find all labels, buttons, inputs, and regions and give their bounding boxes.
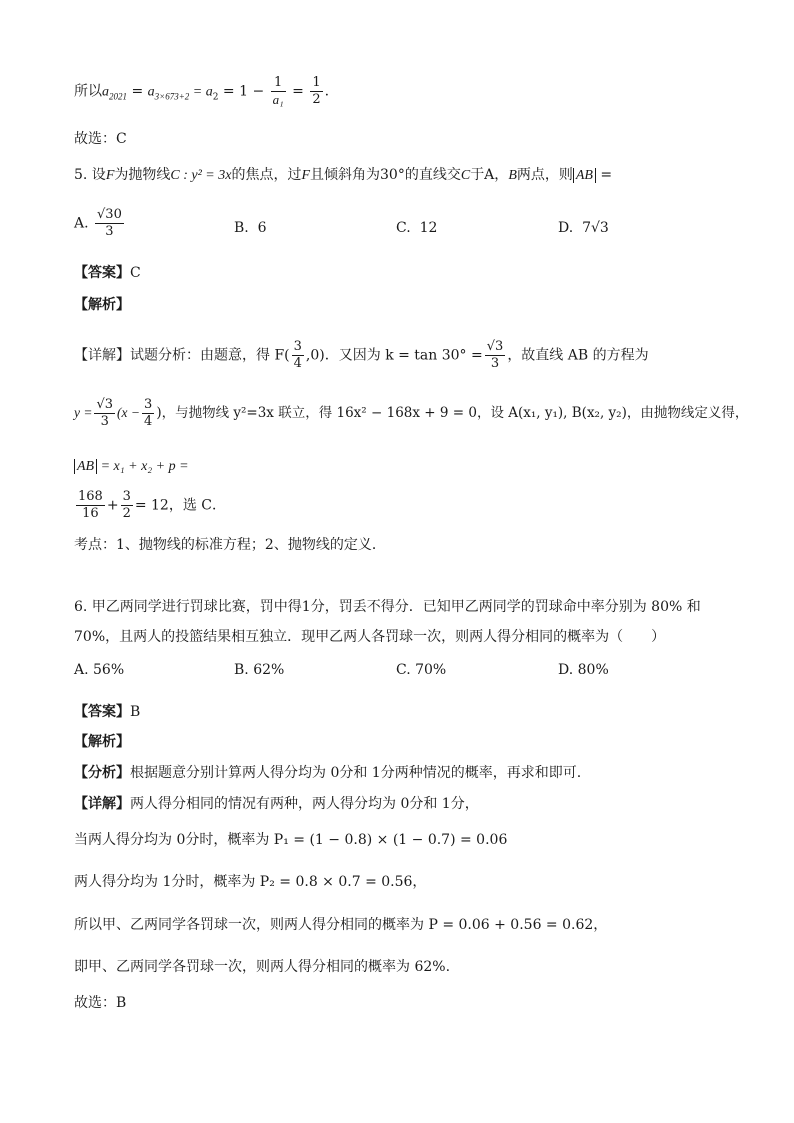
q5-line3-text: = x₁ + x₂ + p = <box>100 459 189 474</box>
q5-line3-AB: AB <box>74 459 97 474</box>
q5-stem-1: 5. 设 <box>74 167 106 183</box>
q5-stem-7: 两点，则 <box>516 167 573 183</box>
q5-line2-f1-num: √3 <box>96 397 114 412</box>
q6-answer-tag: 【答案】 <box>74 704 130 720</box>
q5-line2-2: (x − <box>117 405 141 420</box>
q5-answer <box>74 266 141 280</box>
q5-option-a <box>74 208 126 239</box>
q5-option-a-frac <box>95 208 124 239</box>
q6-option-b: B. 62% <box>234 662 285 678</box>
q4-frac1-num: 1 <box>271 76 286 92</box>
q4-sub1: 2021 <box>109 91 127 102</box>
q5-option-c-value: 12 <box>419 220 438 236</box>
q4-frac2-num: 1 <box>312 75 321 90</box>
q4-eq1: = <box>127 83 148 100</box>
q4-eq2: = a <box>189 84 213 100</box>
q5-detail-2: ,0)．又因为 k = tan 30° = <box>305 347 483 364</box>
q6-stem-line2: 70%，且两人的投篮结果相互独立．现甲乙两人各罚球一次，则两人得分相同的概率为（ ） <box>74 629 666 645</box>
q5-detail-1: 【详解】试题分析：由题意，得 F( <box>74 347 290 364</box>
q6-fenxi-text: 根据题意分别计算两人得分均为 0分和 1分两种情况的概率，再求和即可. <box>130 765 582 781</box>
q4-frac2 <box>310 76 322 107</box>
q4-math-a: a <box>102 84 109 100</box>
q4-sub3: 2 <box>212 92 219 103</box>
q5-answer-tag: 【答案】 <box>74 265 130 281</box>
q4-conclusion-line: 所以$a_{2021} = a_{3\times 673+2} = a_2 = 1$ − $\frac{1}{\text{a₁}}$ = $\frac{1}{2}$ . <box>74 75 330 107</box>
q5-detail-k-den: 3 <box>490 356 500 371</box>
q5-option-b-value: 6 <box>257 220 267 236</box>
q5-option-d-value: 7√3 <box>582 220 609 236</box>
q5-option-a-num: √30 <box>97 207 122 222</box>
q5-stem-3: : y² = 3x <box>179 168 232 183</box>
q5-line4-f2-num: 3 <box>122 489 131 504</box>
q6-p-line: 所以甲、乙两同学各罚球一次，则两人得分相同的概率为 P = 0.06 + 0.56 = 0.62， <box>74 917 608 933</box>
q4-prefix: 所以 <box>74 83 102 100</box>
q5-option-a-den: 3 <box>105 224 114 239</box>
q5-stem-AB: AB <box>573 168 596 183</box>
q5-option-c <box>396 220 437 236</box>
q6-option-a: A. 56% <box>74 662 125 678</box>
q5-line4-f1-num: 168 <box>78 489 103 504</box>
q5-analysis-tag: 【解析】 <box>74 297 130 313</box>
q5-stem-6: 于A， <box>470 167 509 183</box>
q5-detail-f-num: 3 <box>293 339 302 354</box>
q6-stem-line1: 6. 甲乙两同学进行罚球比赛，罚中得1分，罚丢不得分．已知甲乙两同学的罚球命中率分别为 80% 和 <box>74 599 701 615</box>
q5-detail-frac-k <box>485 340 506 371</box>
q5-line4-f2-den: 2 <box>122 506 131 521</box>
q5-option-d <box>558 220 609 236</box>
q5-line2-3: )，与抛物线 y²=3x 联立，得 16x² − 168x + 9 = 0，设 A(x₁, y₁), B(x₂, y₂)，由抛物线定义得， <box>156 405 749 421</box>
q5-stem: 5. 设F为抛物线C : y² = 3x的焦点，过F且倾斜角为30°的直线交C于A，B两点，则 AB = <box>74 167 613 183</box>
q5-stem-8: = <box>595 167 613 183</box>
q5-stem-C: C <box>170 168 180 183</box>
q6-xiangjie-tag: 【详解】 <box>74 796 130 812</box>
q5-line4-plus: + <box>106 497 119 514</box>
q5-line2-frac2 <box>142 398 154 429</box>
q6-option-d: D. 80% <box>558 662 609 678</box>
q5-line2-frac1 <box>94 398 115 429</box>
q5-line4-frac1 <box>76 490 105 521</box>
q5-line2-f1-den: 3 <box>100 414 109 429</box>
q5-line2-1: y = <box>74 405 93 420</box>
q5-detail-3: ，故直线 AB 的方程为 <box>507 347 649 364</box>
q6-xiangjie <box>74 797 479 811</box>
q4-eq3: = 1 − <box>218 83 269 100</box>
q5-line2-f2-den: 4 <box>144 414 153 429</box>
q5-option-c-label: C. <box>396 220 411 236</box>
q6-fenxi <box>74 766 581 780</box>
q5-detail-line1 <box>74 340 649 371</box>
q5-option-d-label: D. <box>558 220 574 236</box>
q6-answer-value: B <box>130 704 141 720</box>
q5-detail-k-num: √3 <box>486 339 504 354</box>
q6-xiangjie-text: 两人得分相同的情况有两种，两人得分均为 0分和 1分， <box>130 796 479 812</box>
q5-stem-5: 且倾斜角为30°的直线交 <box>310 167 461 183</box>
q4-eq4: = <box>287 83 309 100</box>
q5-line2-f2-num: 3 <box>144 397 153 412</box>
q5-stem-4: 的焦点，过 <box>231 167 302 183</box>
q5-answer-value: C <box>130 265 141 281</box>
q5-option-b-label: B. <box>234 220 249 236</box>
q4-sub2: 3×673+2 <box>154 91 190 102</box>
q6-p2-line: 两人得分均为 1分时，概率为 P₂ = 0.8 × 0.7 = 0.56， <box>74 874 427 890</box>
q5-detail-line4 <box>74 490 226 521</box>
q5-line4-end: = 12，选 C． <box>134 497 227 514</box>
q4-end: . <box>324 83 330 100</box>
q5-detail-frac-f <box>292 340 304 371</box>
q5-line4-f1-den: 16 <box>82 506 99 521</box>
q5-detail-line2 <box>74 398 748 429</box>
q6-answer <box>74 705 140 719</box>
q4-frac2-den: 2 <box>312 92 321 107</box>
q4-frac1 <box>271 76 286 107</box>
q6-p1-line: 当两人得分均为 0分时，概率为 P₁ = (1 − 0.8) × (1 − 0.7) = 0.06 <box>74 832 508 848</box>
q4-choice: 故选：C <box>74 131 127 147</box>
q6-option-c: C. 70% <box>396 662 447 678</box>
q6-fenxi-tag: 【分析】 <box>74 765 130 781</box>
q6-final-line: 即甲、乙两同学各罚球一次，则两人得分相同的概率为 62%. <box>74 959 451 975</box>
q5-detail-line3 <box>74 460 189 474</box>
q5-detail-f-den: 4 <box>293 356 302 371</box>
q5-stem-B: B <box>508 168 517 183</box>
q6-analysis-tag: 【解析】 <box>74 734 130 750</box>
q5-line4-frac2 <box>121 490 133 521</box>
q5-option-b <box>234 220 267 236</box>
q5-kaodian: 考点：1、抛物线的标准方程；2、抛物线的定义． <box>74 537 386 553</box>
q5-option-a-label: A. <box>74 215 89 232</box>
q5-stem-F: F <box>105 168 115 183</box>
q6-choice: 故选：B <box>74 995 127 1011</box>
q5-stem-2: 为抛物线 <box>114 167 171 183</box>
q4-frac1-den: a₁ <box>272 92 284 107</box>
